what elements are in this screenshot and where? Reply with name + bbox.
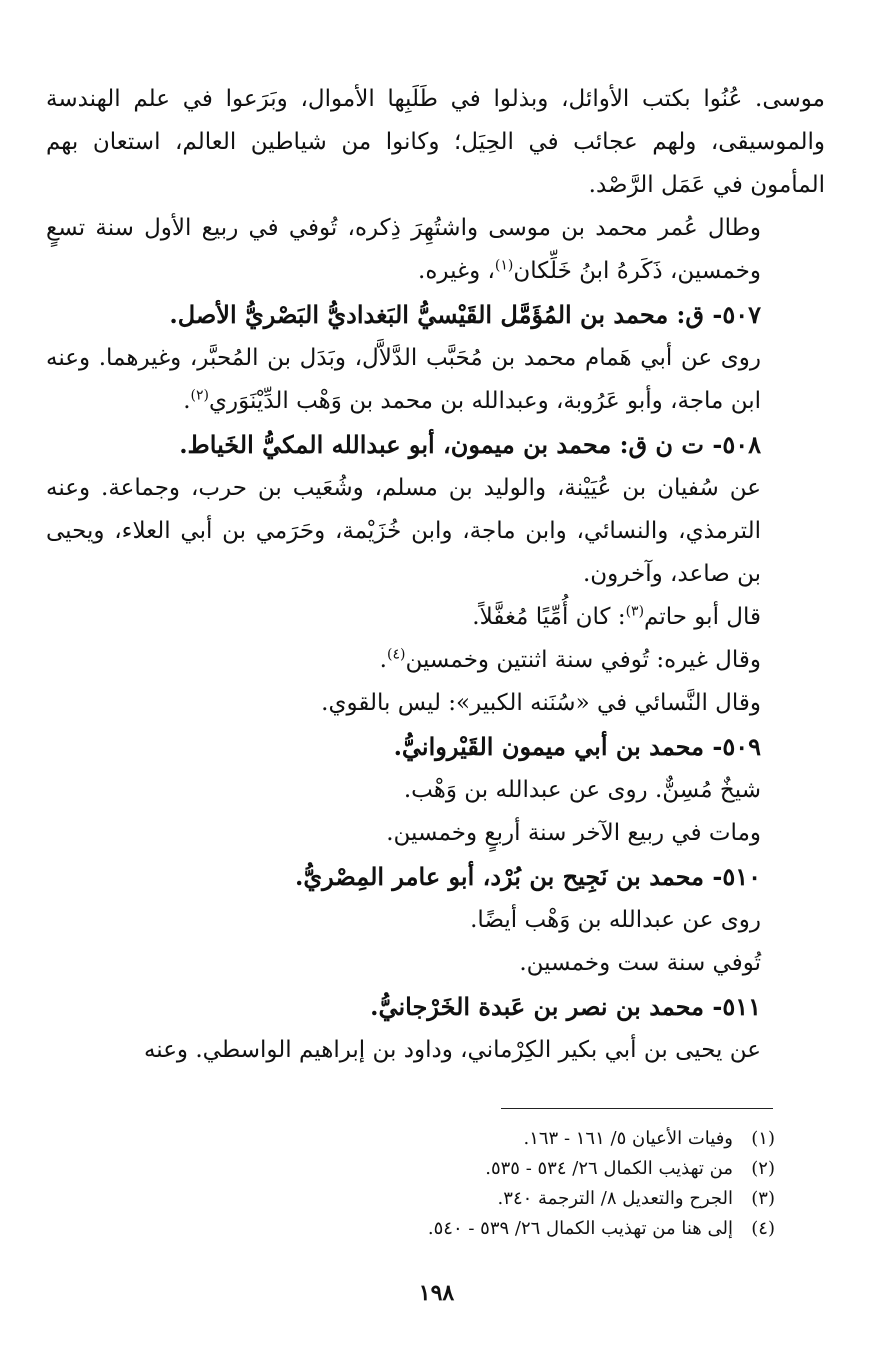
- footnote-item: [55, 1154, 775, 1184]
- paragraph-text: .: [379, 647, 387, 673]
- paragraph-death-510: تُوفي سنة ست وخمسين.: [519, 950, 761, 976]
- paragraph-text: روى عن أبي هَمام محمد بن مُحَبَّب الدَّلاَّل، وبَدَل بن المُحبَّر، وغيرهما. وعنه ابن ماجة، وأبو عَرُوبة، وعبدالله بن محمد بن وَهْب الدِّيْنَوَري: [46, 345, 761, 414]
- footnotes: [55, 1124, 775, 1244]
- paragraph-muhammad-ibn-musa: [46, 207, 825, 293]
- footnote-text: من تهذيب الكمال ٢٦/ ٥٣٤ - ٥٣٥.: [485, 1158, 733, 1179]
- page-body: [46, 78, 825, 1072]
- paragraph-musa-brothers: موسى. عُنُوا بكتب الأوائل، وبذلوا في طَلَبِها الأموال، وبَرَعوا في علم الهندسة والموسيقى، ولهم عجائب في الحِيَل؛ وكانوا من شياطين العالم، استعان بهم المأمون في عَمَل الرَّصْد.: [46, 86, 825, 198]
- paragraph-text: قال أبو حاتم: [644, 604, 761, 630]
- footnote-number: (٣): [751, 1188, 775, 1209]
- footnote-ref-3: (٣): [625, 603, 645, 620]
- entry-heading-509: ٥٠٩- محمد بن أبي ميمون القَيْروانيُّ.: [393, 732, 761, 761]
- page-number: ١٩٨: [418, 1280, 455, 1306]
- paragraph-text: وطال عُمر محمد بن موسى واشتُهِرَ ذِكره، تُوفي في ربيع الأول سنة تسعٍ وخمسين، ذَكَرهُ ابنُ خَلِّكان: [46, 215, 761, 284]
- footnote-divider: [501, 1108, 773, 1109]
- entry-heading-511: ٥١١- محمد بن نصر بن عَبدة الخَرْجانيُّ.: [370, 992, 761, 1021]
- footnote-text: إلى هنا من تهذيب الكمال ٢٦/ ٥٣٩ - ٥٤٠.: [427, 1218, 733, 1239]
- footnote-text: وفيات الأعيان ٥/ ١٦١ - ١٦٣.: [523, 1128, 733, 1149]
- footnote-number: (٢): [751, 1158, 775, 1179]
- footnote-item: [55, 1214, 775, 1244]
- footnote-ref-4: (٤): [386, 646, 406, 663]
- paragraph-death-509: ومات في ربيع الآخر سنة أربعٍ وخمسين.: [386, 820, 761, 846]
- paragraph-abu-hatim: [46, 596, 825, 639]
- footnote-text: الجرح والتعديل ٨/ الترجمة ٣٤٠.: [497, 1188, 733, 1209]
- paragraph-death-508: [46, 639, 825, 682]
- footnote-number: (١): [751, 1128, 775, 1149]
- paragraph-text: : كان أُمِّيًا مُغفَّلاً.: [472, 604, 626, 630]
- paragraph-entry-507: [46, 337, 825, 423]
- paragraph-text: وقال غيره: تُوفي سنة اثنتين وخمسين: [405, 647, 761, 673]
- entry-heading-510: ٥١٠- محمد بن نَجِيح بن بُرْد، أبو عامر المِصْريُّ.: [295, 862, 761, 891]
- paragraph-nasai: وقال النَّسائي في «سُنَنه الكبير»: ليس بالقوي.: [321, 690, 761, 716]
- paragraph-entry-509: شيخٌ مُسِنٌّ. روى عن عبدالله بن وَهْب.: [403, 777, 761, 803]
- paragraph-entry-511: عن يحيى بن أبي بكير الكِرْماني، وداود بن إبراهيم الواسطي. وعنه: [143, 1037, 761, 1063]
- footnote-number: (٤): [751, 1218, 775, 1239]
- paragraph-entry-508: عن سُفيان بن عُيَيْنة، والوليد بن مسلم، وشُعَيب بن حرب، وجماعة. وعنه الترمذي، والنسائي، وابن ماجة، وابن خُزَيْمة، وحَرَمي بن أبي العلاء، ويحيى بن صاعد، وآخرون.: [46, 475, 761, 587]
- footnote-ref-2: (٢): [190, 387, 209, 404]
- footnote-item: [55, 1184, 775, 1214]
- footnote-ref-1: (١): [494, 257, 514, 274]
- entry-heading-508: ٥٠٨- ت ن ق: محمد بن ميمون، أبو عبدالله المكيُّ الخَياط.: [179, 430, 761, 459]
- paragraph-text: ، وغيره.: [418, 258, 495, 284]
- paragraph-entry-510: روى عن عبدالله بن وَهْب أيضًا.: [470, 907, 761, 933]
- paragraph-text: .: [183, 388, 191, 414]
- footnote-item: [55, 1124, 775, 1154]
- entry-heading-507: ٥٠٧- ق: محمد بن المُؤَمَّل القَيْسيُّ البَغداديُّ البَصْريُّ الأصل.: [169, 300, 761, 329]
